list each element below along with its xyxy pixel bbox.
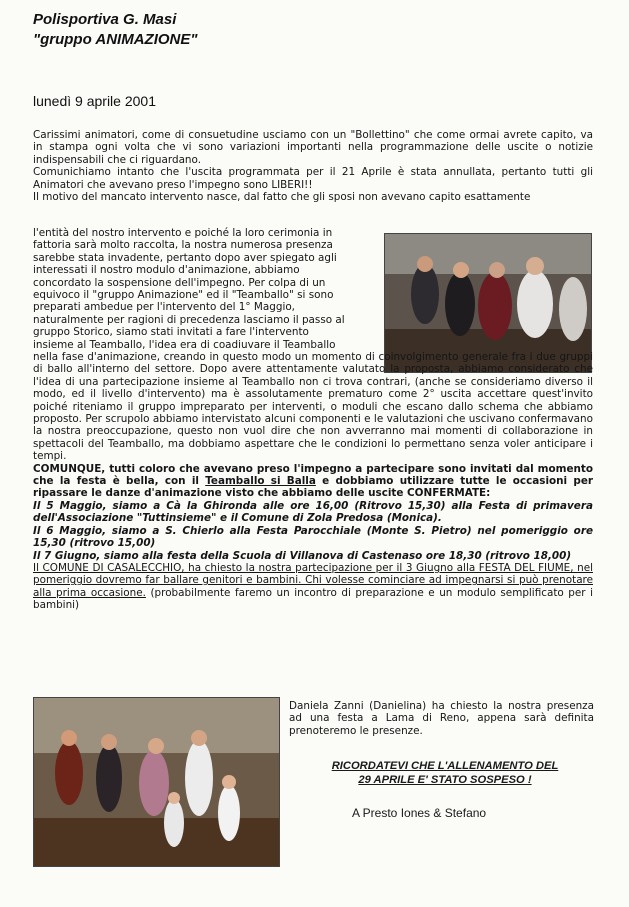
casalecchio-rest: (probabilmente faremo un incontro di preparazione e un modulo semplificato per i bambini) [33, 586, 593, 612]
event-item: Il 5 Maggio, siamo a Cà la Ghironda alle ore 16,00 (Ritrovo 15,30) alla Festa di primavera dell'Associazione "Tuttinsieme" e il Comune di Zola Predosa (Monica). [33, 499, 593, 525]
wrap-line: sarebbe stata invadente, pertanto dopo aver spiegato agli [33, 251, 337, 264]
wrap-line: insieme al Teamballo, l'idea era di coadiuvare il Teamballo [33, 338, 336, 351]
signature: A Presto Iones & Stefano [352, 806, 487, 820]
notice-line: 29 APRILE E' STATO SOSPESO ! [358, 774, 532, 786]
cancellation-paragraph: Comunichiamo intanto che l'uscita programmata per il 21 Aprile è stata annullata, pertanto tutti gli Animatori che avevano preso l'impegno sono LIBERI!! [33, 166, 593, 191]
wrap-line: equivoco il "gruppo Animazione" ed il "Teamballo" si sono [33, 289, 334, 302]
wrap-line: fattoria sarà molto raccolta, la nostra numerosa presenza [33, 239, 333, 252]
casalecchio-underlined: Il COMUNE DI CASALECCHIO, ha chiesto la nostra partecipazione per il 3 Giugno alla FESTA DEL FIUME, nel pomeriggio dovremo far ballare genitori e bambini. Chi volesse cominciare ad impegnarsi si può prenotare alla prima occasione. [33, 561, 593, 599]
intro-paragraph: Carissimi animatori, come di consuetudine usciamo con un "Bollettino" che come ormai avrete capito, va in stampa ogni volta che vi sono variazioni importanti nella programmazione delle uscite o notizie indispensabili che ci riguardano. [33, 129, 593, 166]
dance-photo-bottom [33, 697, 280, 867]
wrapped-text-block [33, 227, 381, 351]
casalecchio-paragraph [33, 562, 593, 612]
intro-block [33, 129, 593, 203]
org-name: Polisportiva G. Masi [33, 11, 177, 28]
bulletin-date: lunedì 9 aprile 2001 [33, 93, 156, 109]
wrap-line: l'entità del nostro intervento e poiché la loro cerimonia in [33, 227, 333, 239]
daniela-block [289, 700, 594, 737]
wrap-line: naturalmente per ragioni di precedenza lasciamo il passo al [33, 313, 345, 326]
wrap-line: concordato la sospensione dell'impegno. Per colpa di un [33, 276, 326, 289]
wrap-line: interessati il nostro modulo d'animazione, abbiamo [33, 264, 300, 277]
training-notice [300, 759, 590, 787]
continuation-block [33, 351, 593, 612]
notice-line: RICORDATEVI CHE L'ALLENAMENTO DEL [331, 760, 559, 772]
daniela-paragraph: Daniela Zanni (Danielina) ha chiesto la nostra presenza ad una festa a Lama di Reno, appena sarà definita prenoteremo le presenze. [289, 700, 594, 737]
comunque-tail: e dobbiamo utilizzare tutte le occasioni per ripassare le danze d'animazione visto che abbiamo delle uscite CONFERMATE: [33, 475, 593, 500]
reason-first-line: Il motivo del mancato intervento nasce, dal fatto che gli sposi non avevano capito esattamente [33, 191, 531, 204]
comunque-lead: COMUNQUE, tutti coloro che avevano preso l'impegno a partecipare sono invitati dal momento che la festa è bella, con il [33, 462, 593, 488]
wrap-line: gruppo Storico, siamo stati invitati a fare l'intervento [33, 326, 309, 339]
comunque-paragraph [33, 463, 593, 500]
continuation-paragraph: nella fase d'animazione, creando in questo modo un momento di coinvolgimento generale fra i due gruppi di ballo all'interno del settore. Dopo avere attentamente valutato la proposta, abbiamo considerato che l'idea di una partecipazione insieme al Teamballo non ci trova contrari, (anche se consideriamo diverso il modo, ed il livello d'intervento) ma è assolutamente prematuro come 2° uscita accettare quest'invito poiché riteniamo il gruppo impreparato per interventi, o moduli che escano dallo schema che abbiamo proposto. Per scrupolo abbiamo intervistato alcuni componenti e le valutazioni che uscivano confermavano la nostra preoccupazione, questo non vuol dire che non avverranno mai momenti di collaborazione in spettacoli del Teamballo, ma dobbiamo aspettare che le condizioni lo permettano senza voler anticipare i tempi. [33, 351, 593, 463]
group-name: "gruppo ANIMAZIONE" [33, 31, 198, 48]
wrap-line: preparati ambedue per l'intervento del 1° Maggio, [33, 301, 295, 314]
event-item: Il 7 Giugno, siamo alla festa della Scuola di Villanova di Castenaso ore 18,30 (ritrovo 18,00) [33, 549, 572, 562]
teamballo-phrase: Teamballo si Balla [205, 475, 316, 488]
event-item: Il 6 Maggio, siamo a S. Chierlo alla Festa Parocchiale (Monte S. Pietro) nel pomeriggio ore 15,30 (ritrovo 15,00) [33, 524, 593, 550]
